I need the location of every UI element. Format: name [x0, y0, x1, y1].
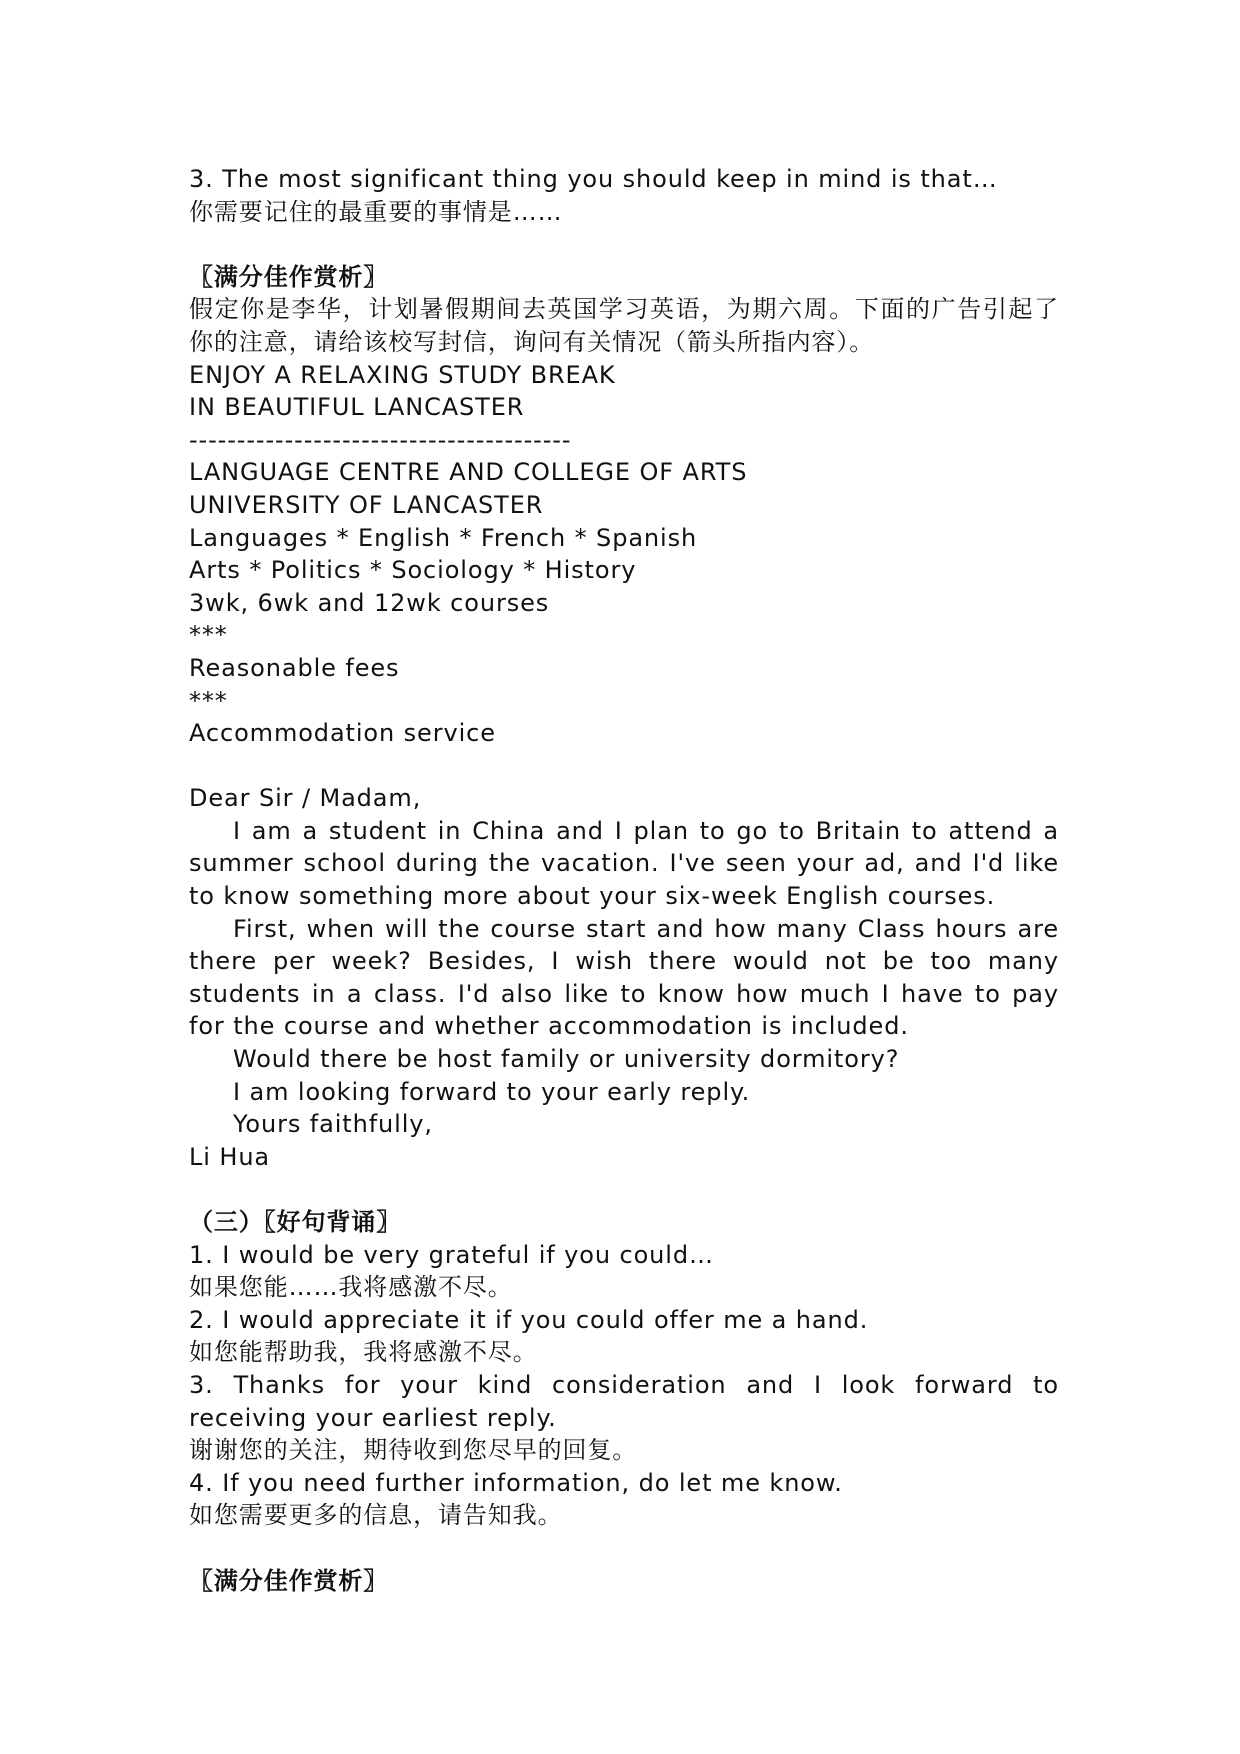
ad-course-lengths: 3wk, 6wk and 12wk courses [189, 588, 550, 617]
sample-letter [189, 782, 1059, 1173]
letter-paragraph-3: Would there be host family or university dormitory? [233, 1045, 900, 1074]
phrase-3-english: 3. The most significant thing you should keep in mind is that… [189, 165, 998, 193]
sentence-2-chinese: 如您能帮助我，我将感激不尽。 [189, 1338, 538, 1367]
blank-line [189, 1173, 1059, 1206]
sentence-1-english: 1. I would be very grateful if you could… [189, 1240, 714, 1269]
blank-line [189, 750, 1059, 783]
ad-university: UNIVERSITY OF LANCASTER [189, 490, 544, 519]
letter-paragraph-1: I am a student in China and I plan to go to Britain to attend a summer school during the vacation. I've seen your ad, and I'd like to know something more about your six-week English courses. [189, 816, 1059, 911]
letter-paragraph-4: I am looking forward to your early reply. [233, 1077, 751, 1106]
document-page [189, 163, 1059, 1597]
section-heading-model-essay-2: 〖满分佳作赏析〗 [189, 1566, 389, 1595]
ad-arts: Arts * Politics * Sociology * History [189, 556, 637, 585]
ad-headline-1: ENJOY A RELAXING STUDY BREAK [189, 360, 616, 389]
ad-divider: ---------------------------------------- [189, 425, 572, 454]
letter-closing: Yours faithfully, [233, 1110, 433, 1139]
sentence-2-english: 2. I would appreciate it if you could offer me a hand. [189, 1305, 869, 1334]
writing-prompt: 假定你是李华，计划暑假期间去英国学习英语，为期六周。下面的广告引起了你的注意，请给该校写封信，询问有关情况（箭头所指内容）。 [189, 295, 1059, 356]
sentence-3-english: 3. Thanks for your kind consideration and I look forward to receiving your earliest reply. [189, 1370, 1059, 1432]
ad-separator: *** [189, 686, 228, 715]
ad-institution: LANGUAGE CENTRE AND COLLEGE OF ARTS [189, 458, 748, 487]
letter-greeting: Dear Sir / Madam, [189, 784, 422, 813]
sentence-4-chinese: 如您需要更多的信息，请告知我。 [189, 1501, 563, 1530]
section-heading-useful-sentences: （三）〖好句背诵〗 [189, 1208, 402, 1236]
useful-sentences-list [189, 1239, 1059, 1532]
ad-headline-2: IN BEAUTIFUL LANCASTER [189, 393, 525, 422]
phrase-3-chinese: 你需要记住的最重要的事情是…… [189, 197, 563, 226]
sentence-1-chinese: 如果您能……我将感激不尽。 [189, 1273, 513, 1302]
ad-fees: Reasonable fees [189, 653, 400, 682]
letter-signature: Li Hua [189, 1142, 271, 1171]
ad-accommodation: Accommodation service [189, 719, 496, 748]
advertisement [189, 359, 1059, 750]
blank-line [189, 228, 1059, 261]
ad-languages: Languages * English * French * Spanish [189, 523, 698, 552]
section-heading-model-essay: 〖满分佳作赏析〗 [189, 262, 389, 291]
ad-separator: *** [189, 621, 228, 650]
sentence-3-chinese: 谢谢您的关注，期待收到您尽早的回复。 [189, 1436, 638, 1465]
sentence-4-english: 4. If you need further information, do let me know. [189, 1468, 843, 1497]
blank-line [189, 1532, 1059, 1565]
letter-paragraph-2: First, when will the course start and how many Class hours are there per week? Besides, I wish there would not be too many students in a class. I'd also like to know how much I have to pay for the course and whether accommodation is included. [189, 914, 1059, 1041]
